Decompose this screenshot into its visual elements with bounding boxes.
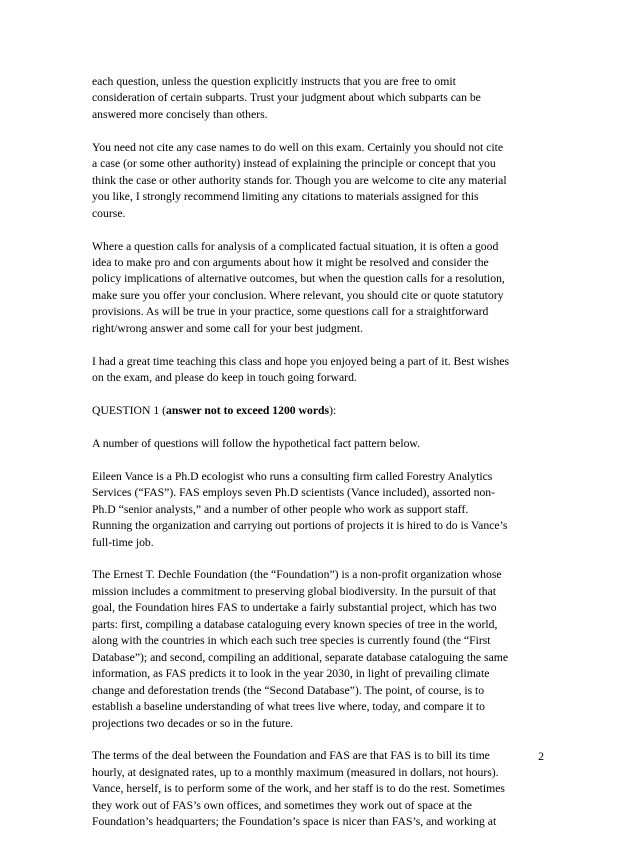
text-line: policy implications of alternative outcomes, but when the question calls for a resolution, xyxy=(92,272,505,286)
text-line: provisions. As will be true in your practice, some questions call for a straightforward xyxy=(92,305,489,319)
text-line: Ph.D “senior analysts,” and a number of other people who work as support staff. xyxy=(92,502,469,516)
paragraph-citations xyxy=(92,140,554,222)
text-line: they work out of FAS’s own offices, and sometimes they work out of space at the xyxy=(92,798,472,812)
question-heading-line xyxy=(92,403,554,419)
paragraph-fact-pattern-intro xyxy=(92,436,554,452)
page-number: 2 xyxy=(538,750,544,763)
text-line: on the exam, and please do keep in touch going forward. xyxy=(92,371,357,385)
question-prefix: QUESTION 1 ( xyxy=(92,404,167,417)
question-heading xyxy=(92,403,554,419)
text-line: You need not cite any case names to do well on this exam. Certainly you should not cite xyxy=(92,140,504,154)
text-line: consideration of certain subparts. Trust your judgment about which subparts can be xyxy=(92,91,481,105)
text-line: I had a great time teaching this class and hope you enjoyed being a part of it. Best wishes xyxy=(92,354,510,368)
text-line: Services (“FAS”). FAS employs seven Ph.D scientists (Vance included), assorted non- xyxy=(92,486,496,500)
text-line: a case (or some other authority) instead of explaining the principle or concept that you xyxy=(92,157,496,171)
text-line: full-time job. xyxy=(92,535,154,549)
paragraph-foundation xyxy=(92,567,554,732)
text-line: change and deforestation trends (the “Second Database”). The point, of course, is to xyxy=(92,683,485,697)
text-line: mission includes a commitment to preserving global biodiversity. In the pursuit of that xyxy=(92,584,497,598)
paragraph-deal-terms xyxy=(92,748,554,830)
text-line: think the case or other authority stands for. Though you are welcome to cite any material xyxy=(92,173,507,187)
paragraph-eileen-vance xyxy=(92,469,554,551)
text-line: goal, the Foundation hires FAS to undertake a fairly substantial project, which has two xyxy=(92,601,497,615)
text-line: Where a question calls for analysis of a complicated factual situation, it is often a good xyxy=(92,239,499,253)
text-line: The Ernest T. Dechle Foundation (the “Foundation”) is a non-profit organization whose xyxy=(92,568,502,582)
document-body xyxy=(92,74,554,847)
text-line: hourly, at designated rates, up to a monthly maximum (measured in dollars, not hours). xyxy=(92,765,499,779)
text-line: course. xyxy=(92,206,126,220)
question-word-limit: answer not to exceed 1200 words xyxy=(166,404,330,417)
text-line: The terms of the deal between the Foundation and FAS are that FAS is to bill its time xyxy=(92,749,490,763)
text-line: A number of questions will follow the hypothetical fact pattern below. xyxy=(92,436,421,450)
text-line: along with the countries in which each such tree species is currently found (the “First xyxy=(92,634,491,648)
text-line: each question, unless the question explicitly instructs that you are free to omit xyxy=(92,75,456,88)
text-line: answered more concisely than others. xyxy=(92,107,268,121)
text-line: parts: first, compiling a database cataloguing every known species of tree in the world, xyxy=(92,617,498,631)
text-line: Vance, herself, is to perform some of the work, and her staff is to do the rest. Sometimes xyxy=(92,782,505,796)
text-line: Database”); and second, compiling an additional, separate database cataloguing the same xyxy=(92,650,509,664)
text-line: idea to make pro and con arguments about how it might be resolved and consider the xyxy=(92,255,489,269)
paragraph-instructions-subparts xyxy=(92,74,554,123)
paragraph-closing-wishes xyxy=(92,354,554,387)
text-line: right/wrong answer and some call for your best judgment. xyxy=(92,321,364,335)
text-line: establish a baseline understanding of what trees live where, today, and compare it to xyxy=(92,700,485,714)
text-line: Running the organization and carrying out portions of projects it is hired to do is Vance’s xyxy=(92,519,508,533)
text-line: Eileen Vance is a Ph.D ecologist who runs a consulting firm called Forestry Analytics xyxy=(92,469,493,483)
text-line: you like, I strongly recommend limiting any citations to materials assigned for this xyxy=(92,190,479,204)
text-line: Foundation’s headquarters; the Foundation’s space is nicer than FAS’s, and working at xyxy=(92,815,497,829)
text-line: projections two decades or so in the future. xyxy=(92,716,294,730)
question-suffix: ): xyxy=(329,404,337,417)
text-line: make sure you offer your conclusion. Where relevant, you should cite or quote statutory xyxy=(92,288,504,302)
paragraph-analysis xyxy=(92,239,554,338)
text-line: information, as FAS predicts it to look in the year 2030, in light of prevailing climate xyxy=(92,667,490,681)
